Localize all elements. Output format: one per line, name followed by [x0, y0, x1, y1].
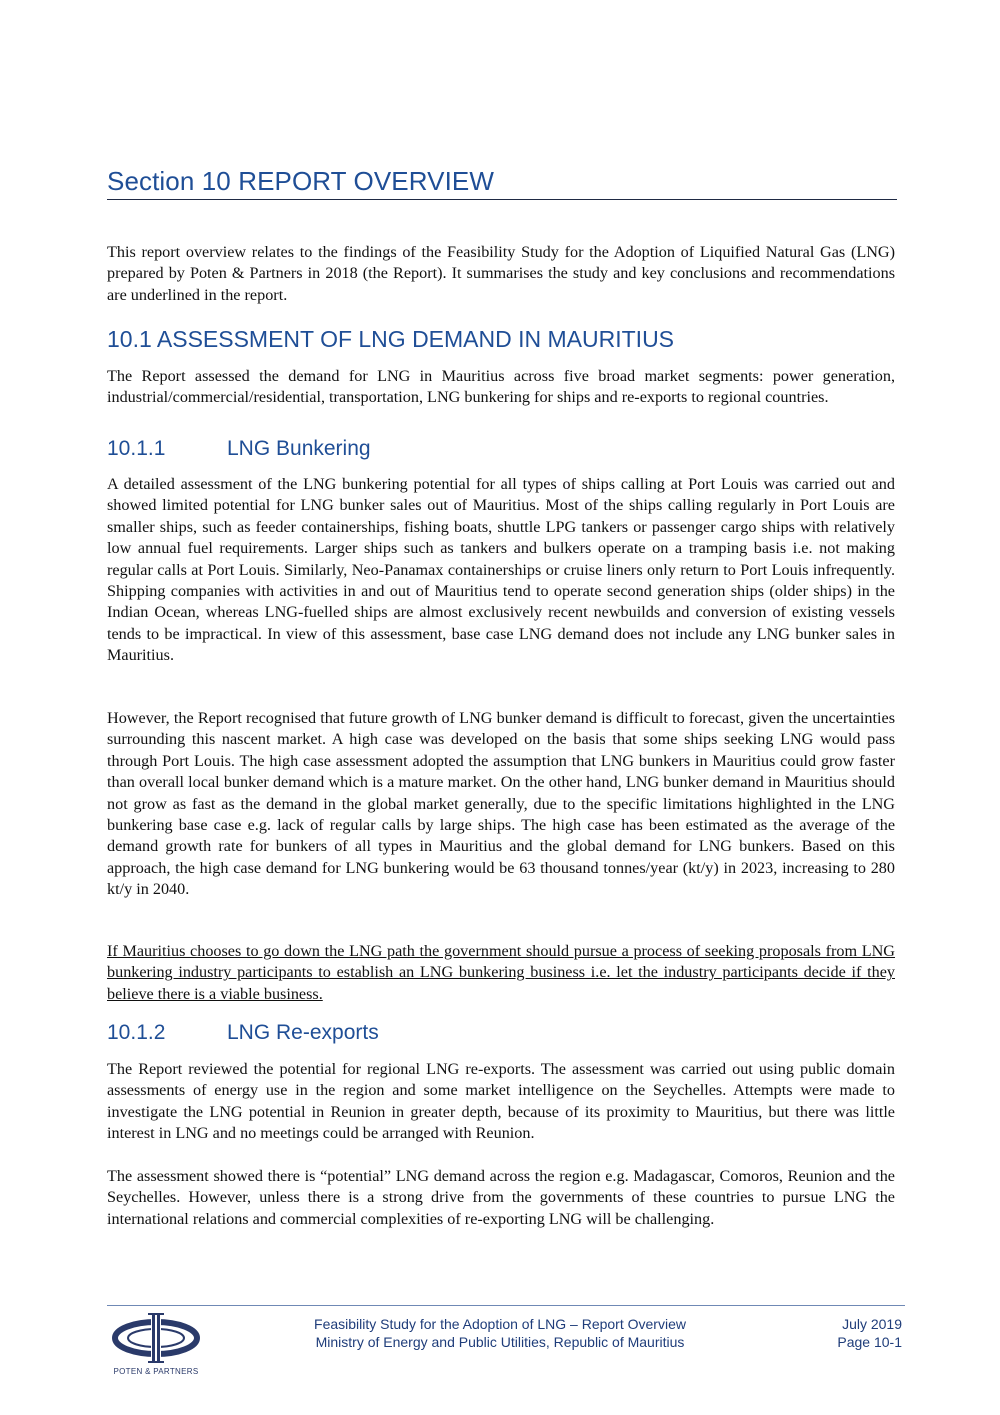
footer-report-title: Feasibility Study for the Adoption of LNG – Report Overview — [314, 1316, 686, 1332]
section-title: LNG Bunkering — [227, 437, 371, 460]
footer-ministry: Ministry of Energy and Public Utilities, Republic of Mauritius — [315, 1334, 685, 1350]
logo-text: POTEN & PARTNERS — [113, 1367, 199, 1376]
bunkering-paragraph-1: A detailed assessment of the LNG bunkering potential for all types of ships calling at Port Louis was carried out and showed limited potential for LNG bunker sales out of Mauritius. Most of the ships calling regularly in Port Louis are smaller ships, such as feeder containerships, fishing boats, shuttle LPG tankers or passenger cargo ships with relatively low annual fuel requirements. Larger ships such as tankers and bulkers operate on a tramping basis i.e. not making regular calls at Port Louis. Similarly, Neo-Panamax containerships or cruise liners only return to Port Louis infrequently. Shipping companies with activities in and out of Mauritius tend to operate second generation ships (older ships) in the Indian Ocean, whereas LNG-fuelled ships are almost exclusively recent newbuilds and conversion of existing vessels tends to be impractical. In view of this assessment, base case LNG demand does not include any LNG bunker sales in Mauritius. — [107, 475, 895, 665]
footer-center — [250, 1315, 750, 1351]
bunkering-recommendation: If Mauritius chooses to go down the LNG path the government should pursue a process of seeking proposals from LNG bunkering industry participants to establish an LNG bunkering business i.e. let the industry participants decide if they believe there is a viable business. — [107, 942, 895, 1003]
footer-page-number: Page 10-1 — [837, 1334, 902, 1350]
section-title: LNG Re-exports — [227, 1021, 379, 1044]
reexports-paragraph-1: The Report reviewed the potential for regional LNG re-exports. The assessment was carried out using public domain assessments of energy use in the region and some market intelligence on the Seychelles. Attempts were made to investigate the LNG potential in Reunion in greater depth, because of its proximity to Mauritius, but there was little interest in LNG and no meetings could be arranged with Reunion. — [107, 1060, 895, 1143]
intro-paragraph: This report overview relates to the findings of the Feasibility Study for the Adoption of Liquified Natural Gas (LNG) prepared by Poten & Partners in 2018 (the Report). It summarises the study and key conclusions and recommendations are underlined in the report. — [107, 243, 895, 304]
section-10-1-2-heading — [107, 1021, 897, 1045]
footer-right — [780, 1315, 902, 1351]
section-number: 10.1.1 — [107, 437, 166, 460]
section-10-1-heading: 10.1 ASSESSMENT OF LNG DEMAND IN MAURITIUS — [107, 326, 675, 352]
section-10-1-1-heading — [107, 437, 897, 461]
reexports-paragraph-2: The assessment showed there is “potential” LNG demand across the region e.g. Madagascar, Comoros, Reunion and the Seychelles. However, unless there is a strong drive from the governments of these countries to pursue LNG the international relations and commercial complexities of re-exporting LNG will be challenging. — [107, 1167, 895, 1228]
section-10-1-paragraph: The Report assessed the demand for LNG in Mauritius across five broad market segments: power generation, industrial/commercial/residential, transportation, LNG bunkering for ships and re-exports to regional countries. — [107, 367, 895, 407]
section-number: 10.1.2 — [107, 1021, 166, 1044]
page-title: Section 10 REPORT OVERVIEW — [107, 166, 897, 200]
footer-date: July 2019 — [842, 1316, 902, 1332]
footer-divider — [107, 1305, 905, 1306]
bunkering-paragraph-2: However, the Report recognised that future growth of LNG bunker demand is difficult to forecast, given the uncertainties surrounding this nascent market. A high case was developed on the basis that some ships seeking LNG would pass through Port Louis. The high case assessment adopted the assumption that LNG bunkers in Mauritius could grow faster than overall local bunker demand which is a mature market. On the other hand, LNG bunker demand in Mauritius should not grow as fast as the demand in the global market generally, due to the specific limitations highlighted in the LNG bunkering base case e.g. lack of regular calls by large ships. The high case has been estimated as the average of the demand growth rate for bunkers of all types in Mauritius and the global demand for LNG bunkers. Based on this approach, the high case demand for LNG bunkering would be 63 thousand tonnes/year (kt/y) in 2023, increasing to 280 kt/y in 2040. — [107, 709, 895, 899]
